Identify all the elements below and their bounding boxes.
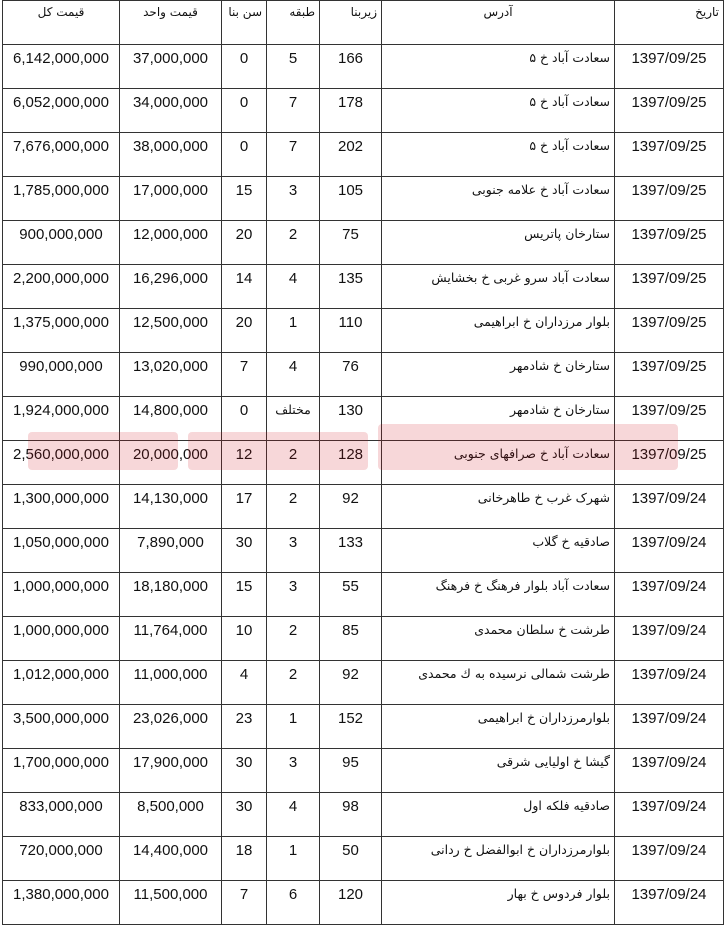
cell-floor: 7 bbox=[267, 133, 320, 177]
cell-date: 1397/09/25 bbox=[615, 265, 724, 309]
cell-area: 92 bbox=[320, 661, 382, 705]
cell-unit-price: 11,000,000 bbox=[120, 661, 222, 705]
cell-unit-price: 17,000,000 bbox=[120, 177, 222, 221]
table-row bbox=[3, 749, 724, 793]
cell-floor: 3 bbox=[267, 573, 320, 617]
cell-address: طرشت شمالی نرسیده به ك محمدی bbox=[382, 661, 615, 705]
cell-date: 1397/09/25 bbox=[615, 133, 724, 177]
table-row bbox=[3, 309, 724, 353]
cell-total-price: 1,012,000,000 bbox=[3, 661, 120, 705]
cell-date: 1397/09/25 bbox=[615, 177, 724, 221]
cell-age: 15 bbox=[222, 177, 267, 221]
cell-unit-price: 13,020,000 bbox=[120, 353, 222, 397]
cell-total-price: 1,050,000,000 bbox=[3, 529, 120, 573]
cell-unit-price: 8,500,000 bbox=[120, 793, 222, 837]
cell-date: 1397/09/24 bbox=[615, 793, 724, 837]
cell-area: 135 bbox=[320, 265, 382, 309]
cell-floor: 3 bbox=[267, 177, 320, 221]
header-address: آدرس bbox=[382, 1, 615, 45]
cell-age: 17 bbox=[222, 485, 267, 529]
cell-address: سعادت آباد سرو غربی خ بخشایش bbox=[382, 265, 615, 309]
table-row bbox=[3, 705, 724, 749]
cell-address: سعادت آباد خ صرافهای جنوبی bbox=[382, 441, 615, 485]
cell-address: ستارخان خ شادمهر bbox=[382, 353, 615, 397]
cell-total-price: 990,000,000 bbox=[3, 353, 120, 397]
cell-area: 105 bbox=[320, 177, 382, 221]
cell-area: 55 bbox=[320, 573, 382, 617]
cell-age: 23 bbox=[222, 705, 267, 749]
table-row bbox=[3, 221, 724, 265]
cell-date: 1397/09/24 bbox=[615, 705, 724, 749]
cell-address: ستارخان خ شادمهر bbox=[382, 397, 615, 441]
table-row bbox=[3, 397, 724, 441]
cell-unit-price: 16,296,000 bbox=[120, 265, 222, 309]
table-row bbox=[3, 837, 724, 881]
cell-address: شهرک غرب خ طاهرخانی bbox=[382, 485, 615, 529]
cell-floor: 2 bbox=[267, 617, 320, 661]
cell-address: طرشت خ سلطان محمدی bbox=[382, 617, 615, 661]
cell-total-price: 1,700,000,000 bbox=[3, 749, 120, 793]
cell-area: 76 bbox=[320, 353, 382, 397]
table-row bbox=[3, 617, 724, 661]
cell-total-price: 6,142,000,000 bbox=[3, 45, 120, 89]
cell-total-price: 1,924,000,000 bbox=[3, 397, 120, 441]
cell-area: 128 bbox=[320, 441, 382, 485]
cell-floor: 2 bbox=[267, 661, 320, 705]
header-area: زیربنا bbox=[320, 1, 382, 45]
cell-unit-price: 14,400,000 bbox=[120, 837, 222, 881]
header-row bbox=[3, 1, 724, 45]
cell-floor: 4 bbox=[267, 793, 320, 837]
cell-age: 30 bbox=[222, 529, 267, 573]
table-row bbox=[3, 45, 724, 89]
cell-area: 202 bbox=[320, 133, 382, 177]
price-table bbox=[2, 0, 724, 925]
cell-unit-price: 14,800,000 bbox=[120, 397, 222, 441]
cell-area: 95 bbox=[320, 749, 382, 793]
cell-date: 1397/09/24 bbox=[615, 529, 724, 573]
cell-unit-price: 7,890,000 bbox=[120, 529, 222, 573]
cell-date: 1397/09/25 bbox=[615, 45, 724, 89]
header-total-price: قیمت کل bbox=[3, 1, 120, 45]
cell-address: ستارخان پاتریس bbox=[382, 221, 615, 265]
cell-date: 1397/09/25 bbox=[615, 441, 724, 485]
cell-age: 7 bbox=[222, 881, 267, 925]
table-row bbox=[3, 133, 724, 177]
cell-floor: 1 bbox=[267, 705, 320, 749]
cell-area: 110 bbox=[320, 309, 382, 353]
table-row bbox=[3, 177, 724, 221]
cell-date: 1397/09/24 bbox=[615, 617, 724, 661]
cell-total-price: 720,000,000 bbox=[3, 837, 120, 881]
cell-floor: 2 bbox=[267, 485, 320, 529]
cell-unit-price: 12,000,000 bbox=[120, 221, 222, 265]
cell-address: بلوار مرزداران خ ابراهیمی bbox=[382, 309, 615, 353]
cell-age: 7 bbox=[222, 353, 267, 397]
cell-area: 133 bbox=[320, 529, 382, 573]
cell-floor: 3 bbox=[267, 749, 320, 793]
table-row bbox=[3, 661, 724, 705]
table-body bbox=[3, 45, 724, 925]
cell-area: 130 bbox=[320, 397, 382, 441]
cell-floor: 4 bbox=[267, 353, 320, 397]
table-row bbox=[3, 573, 724, 617]
table-row bbox=[3, 441, 724, 485]
cell-age: 20 bbox=[222, 309, 267, 353]
cell-area: 50 bbox=[320, 837, 382, 881]
cell-date: 1397/09/24 bbox=[615, 837, 724, 881]
cell-age: 14 bbox=[222, 265, 267, 309]
cell-area: 120 bbox=[320, 881, 382, 925]
cell-address: سعادت آباد خ ۵ bbox=[382, 45, 615, 89]
cell-unit-price: 34,000,000 bbox=[120, 89, 222, 133]
cell-total-price: 833,000,000 bbox=[3, 793, 120, 837]
cell-total-price: 2,200,000,000 bbox=[3, 265, 120, 309]
cell-unit-price: 17,900,000 bbox=[120, 749, 222, 793]
cell-total-price: 2,560,000,000 bbox=[3, 441, 120, 485]
table-row bbox=[3, 881, 724, 925]
cell-address: سعادت آباد خ ۵ bbox=[382, 89, 615, 133]
cell-date: 1397/09/25 bbox=[615, 89, 724, 133]
cell-age: 0 bbox=[222, 133, 267, 177]
cell-total-price: 1,380,000,000 bbox=[3, 881, 120, 925]
cell-area: 152 bbox=[320, 705, 382, 749]
cell-date: 1397/09/24 bbox=[615, 485, 724, 529]
cell-age: 4 bbox=[222, 661, 267, 705]
cell-unit-price: 37,000,000 bbox=[120, 45, 222, 89]
cell-date: 1397/09/24 bbox=[615, 881, 724, 925]
table-row bbox=[3, 265, 724, 309]
cell-date: 1397/09/24 bbox=[615, 661, 724, 705]
cell-age: 12 bbox=[222, 441, 267, 485]
cell-age: 0 bbox=[222, 397, 267, 441]
cell-address: گیشا خ اولیایی شرقی bbox=[382, 749, 615, 793]
cell-area: 166 bbox=[320, 45, 382, 89]
cell-floor: 3 bbox=[267, 529, 320, 573]
cell-area: 92 bbox=[320, 485, 382, 529]
header-date: تاریخ bbox=[615, 1, 724, 45]
cell-floor: 2 bbox=[267, 441, 320, 485]
cell-floor: 1 bbox=[267, 309, 320, 353]
table-row bbox=[3, 89, 724, 133]
cell-total-price: 3,500,000,000 bbox=[3, 705, 120, 749]
cell-floor: 4 bbox=[267, 265, 320, 309]
cell-age: 18 bbox=[222, 837, 267, 881]
cell-address: صادقیه فلکه اول bbox=[382, 793, 615, 837]
cell-unit-price: 23,026,000 bbox=[120, 705, 222, 749]
cell-address: سعادت آباد خ ۵ bbox=[382, 133, 615, 177]
cell-floor: 6 bbox=[267, 881, 320, 925]
cell-address: بلوار فردوس خ بهار bbox=[382, 881, 615, 925]
cell-floor: 5 bbox=[267, 45, 320, 89]
cell-floor: 7 bbox=[267, 89, 320, 133]
header-floor: طبقه bbox=[267, 1, 320, 45]
cell-unit-price: 11,500,000 bbox=[120, 881, 222, 925]
cell-area: 75 bbox=[320, 221, 382, 265]
cell-unit-price: 20,000,000 bbox=[120, 441, 222, 485]
cell-date: 1397/09/25 bbox=[615, 221, 724, 265]
cell-age: 30 bbox=[222, 749, 267, 793]
cell-total-price: 1,300,000,000 bbox=[3, 485, 120, 529]
table-row bbox=[3, 793, 724, 837]
cell-area: 85 bbox=[320, 617, 382, 661]
cell-unit-price: 38,000,000 bbox=[120, 133, 222, 177]
cell-address: صادقیه خ گلاب bbox=[382, 529, 615, 573]
table-row bbox=[3, 529, 724, 573]
cell-total-price: 1,375,000,000 bbox=[3, 309, 120, 353]
cell-unit-price: 14,130,000 bbox=[120, 485, 222, 529]
header-age: سن بنا bbox=[222, 1, 267, 45]
cell-age: 0 bbox=[222, 89, 267, 133]
cell-total-price: 900,000,000 bbox=[3, 221, 120, 265]
cell-address: سعادت آباد بلوار فرهنگ خ فرهنگ bbox=[382, 573, 615, 617]
cell-date: 1397/09/25 bbox=[615, 353, 724, 397]
header-unit-price: قیمت واحد bbox=[120, 1, 222, 45]
cell-unit-price: 12,500,000 bbox=[120, 309, 222, 353]
cell-age: 0 bbox=[222, 45, 267, 89]
cell-address: بلوارمرزداران خ ابوالفضل خ ردانی bbox=[382, 837, 615, 881]
cell-age: 20 bbox=[222, 221, 267, 265]
cell-total-price: 6,052,000,000 bbox=[3, 89, 120, 133]
cell-age: 15 bbox=[222, 573, 267, 617]
cell-total-price: 1,000,000,000 bbox=[3, 617, 120, 661]
cell-floor: مختلف bbox=[267, 397, 320, 441]
cell-area: 98 bbox=[320, 793, 382, 837]
cell-address: بلوارمرزداران خ ابراهیمی bbox=[382, 705, 615, 749]
cell-total-price: 1,785,000,000 bbox=[3, 177, 120, 221]
cell-area: 178 bbox=[320, 89, 382, 133]
cell-floor: 1 bbox=[267, 837, 320, 881]
cell-age: 30 bbox=[222, 793, 267, 837]
cell-unit-price: 18,180,000 bbox=[120, 573, 222, 617]
cell-total-price: 1,000,000,000 bbox=[3, 573, 120, 617]
cell-total-price: 7,676,000,000 bbox=[3, 133, 120, 177]
cell-age: 10 bbox=[222, 617, 267, 661]
cell-floor: 2 bbox=[267, 221, 320, 265]
cell-date: 1397/09/24 bbox=[615, 749, 724, 793]
cell-date: 1397/09/25 bbox=[615, 397, 724, 441]
table-row bbox=[3, 353, 724, 397]
table-row bbox=[3, 485, 724, 529]
cell-date: 1397/09/25 bbox=[615, 309, 724, 353]
cell-date: 1397/09/24 bbox=[615, 573, 724, 617]
cell-address: سعادت آباد خ علامه جنوبی bbox=[382, 177, 615, 221]
cell-unit-price: 11,764,000 bbox=[120, 617, 222, 661]
